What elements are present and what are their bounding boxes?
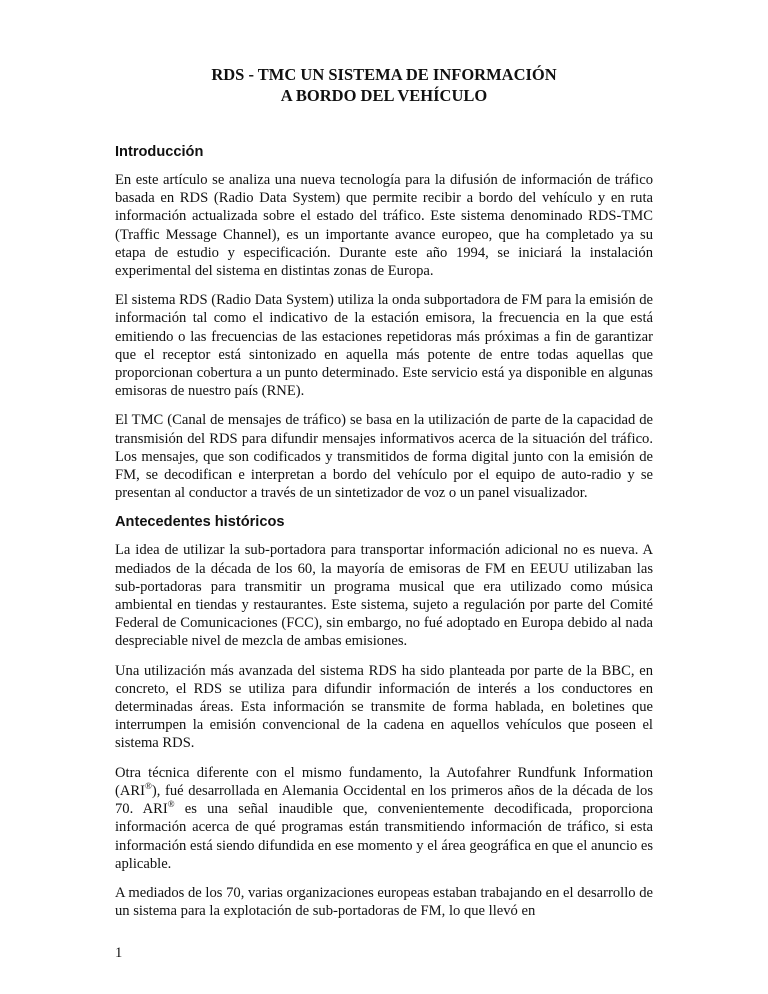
title-line-2: A BORDO DEL VEHÍCULO xyxy=(280,86,488,105)
paragraph-ari xyxy=(115,764,653,873)
section-heading-history: Antecedentes históricos xyxy=(115,514,285,531)
paragraph: El TMC (Canal de mensajes de tráfico) se basa en la utilización de parte de la capacidad de transmisión del RDS para difundir mensajes informativos acerca de la situación del tráfico. Los mensajes, que son codificados y transmitidos de forma digital junto con la emisión de FM, se decodifican e interpretan a bordo del vehículo por el equipo de auto-radio y se presentan al conductor a través de un sintetizador de voz o un panel visualizador. xyxy=(115,412,653,502)
registered-mark: ® xyxy=(145,781,152,792)
paragraph: El sistema RDS (Radio Data System) utiliza la onda subportadora de FM para la emisión de información tal como el indicativo de la estación emisora, la frecuencia en la que está emitiendo o las frecuencias de las estaciones repetidoras más próximas a fin de garantizar que el receptor está sintonizado en aquella más potente de entre todas aquellas que proporcionan cobertura a un punto determinado. Este servicio está ya disponible en algunas emisoras de nuestro país (RNE). xyxy=(115,292,653,400)
paragraph: Una utilización más avanzada del sistema RDS ha sido planteada por parte de la BBC, en concreto, el RDS se utiliza para difundir información de interés a los conductores en determinadas áreas. Esta información se transmite de forma hablada, en boletines que interrumpen la emisión convencional de la cadena en aquellos vehículos que poseen el sistema RDS. xyxy=(115,662,653,752)
paragraph: La idea de utilizar la sub-portadora para transportar información adicional no es nueva. A mediados de la década de los 60, la mayoría de emisoras de FM en EEUU utilizaban las sub-portadoras para transmitir un programa musical que era utilizado como música ambiental en tiendas y restaurantes. Este sistema, sujeto a regulación por parte del Comité Federal de Comunicaciones (FCC), sin embargo, no fué adoptado en Europa debido al nada despreciable nivel de mezcla de ambas emisiones. xyxy=(115,542,653,650)
paragraph-text: ), fué desarrollada en Alemania Occidental en los primeros años de la década de los 70. ARI xyxy=(115,782,653,818)
section-heading-intro: Introducción xyxy=(115,144,204,160)
paragraph-text: es una señal inaudible que, convenientemente decodificada, proporciona información acerca de qué programas están transmitiendo información de tráfico, si esta información está siendo difundida en ese momento y el área geográfica en que el anuncio es aplicable. xyxy=(115,801,653,872)
document-body xyxy=(115,143,653,931)
paragraph: A mediados de los 70, varias organizaciones europeas estaban trabajando en el desarrollo de un sistema para la explotación de sub-portadoras de FM, lo que llevó en xyxy=(115,884,653,920)
paragraph-text: Otra técnica diferente con el mismo fundamento, la Autofahrer Rundfunk Information (ARI xyxy=(115,764,653,799)
paragraph: En este artículo se analiza una nueva tecnología para la difusión de información de tráfico basada en RDS (Radio Data System) que permite recibir a bordo del vehículo y en ruta información actualizada sobre el estado del tráfico. Este sistema denominado RDS-TMC (Traffic Message Channel), es un importante avance europeo, que ha completado ya su etapa de estudio y especificación. Durante este año 1994, se iniciará la instalación experimental del sistema en distintas zonas de Europa. xyxy=(115,172,653,280)
title-line-1: RDS - TMC UN SISTEMA DE INFORMACIÓN xyxy=(211,65,557,84)
registered-mark: ® xyxy=(167,799,175,810)
document-title xyxy=(110,64,658,106)
page-number: 1 xyxy=(115,945,123,961)
